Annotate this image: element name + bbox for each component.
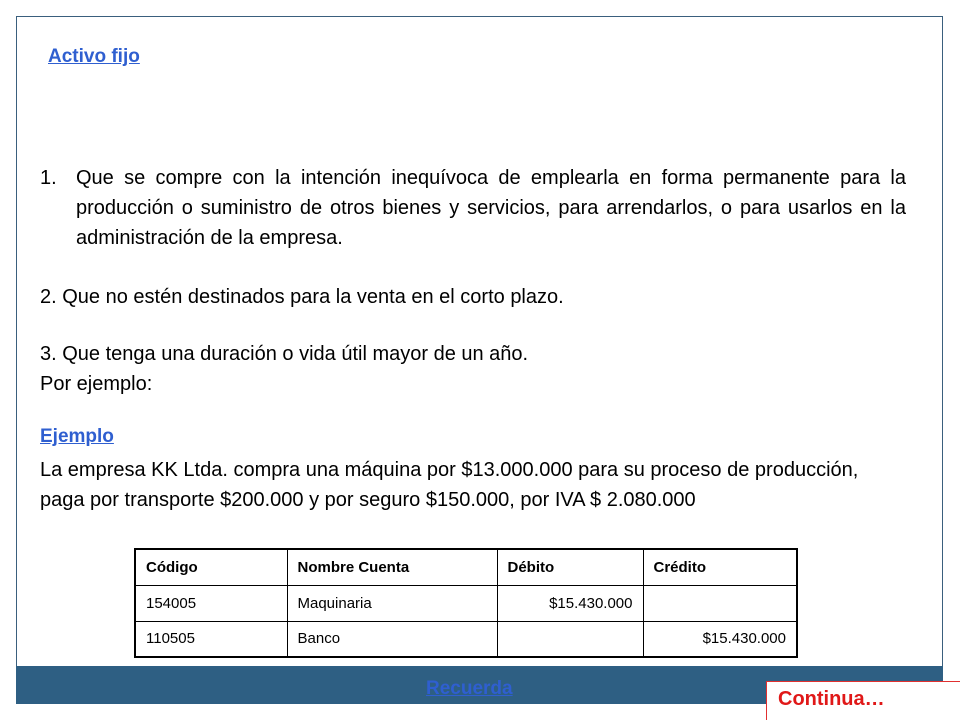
header-debito: Débito — [497, 549, 643, 585]
list-text: Que se compre con la intención inequívoca de emplearla en forma permanente para la producción o suministro de otros bienes y servicios, para arrendarlos, o para usarlos en la administración de la empresa. — [76, 167, 906, 249]
header-codigo: Código — [135, 549, 287, 585]
list-item-2: 2. Que no estén destinados para la venta en el corto plazo. — [40, 286, 564, 308]
continua-link[interactable]: Continua… — [778, 688, 885, 710]
cell-nombre-cuenta: Maquinaria — [287, 585, 497, 621]
cell-credito: $15.430.000 — [643, 621, 797, 657]
ejemplo-link[interactable]: Ejemplo — [40, 426, 114, 447]
example-text: La empresa KK Ltda. compra una máquina por $13.000.000 para su proceso de producción, paga por transporte $200.000 y por seguro $150.000, por IVA $ 2.080.000 — [40, 459, 859, 511]
table-header-row — [135, 549, 797, 585]
por-ejemplo-text: Por ejemplo: — [40, 373, 153, 395]
ledger-table — [134, 548, 798, 658]
header-credito: Crédito — [643, 549, 797, 585]
cell-codigo: 110505 — [135, 621, 287, 657]
list-item-1 — [40, 163, 906, 253]
cell-codigo: 154005 — [135, 585, 287, 621]
table-row — [135, 621, 797, 657]
cell-credito — [643, 585, 797, 621]
table-row — [135, 585, 797, 621]
cell-debito: $15.430.000 — [497, 585, 643, 621]
cell-debito — [497, 621, 643, 657]
cell-nombre-cuenta: Banco — [287, 621, 497, 657]
activo-fijo-link[interactable]: Activo fijo — [48, 46, 140, 67]
recuerda-link[interactable]: Recuerda — [426, 678, 513, 699]
list-number: 1. — [40, 167, 57, 189]
list-item-3: 3. Que tenga una duración o vida útil mayor de un año. — [40, 343, 529, 365]
header-nombre-cuenta: Nombre Cuenta — [287, 549, 497, 585]
